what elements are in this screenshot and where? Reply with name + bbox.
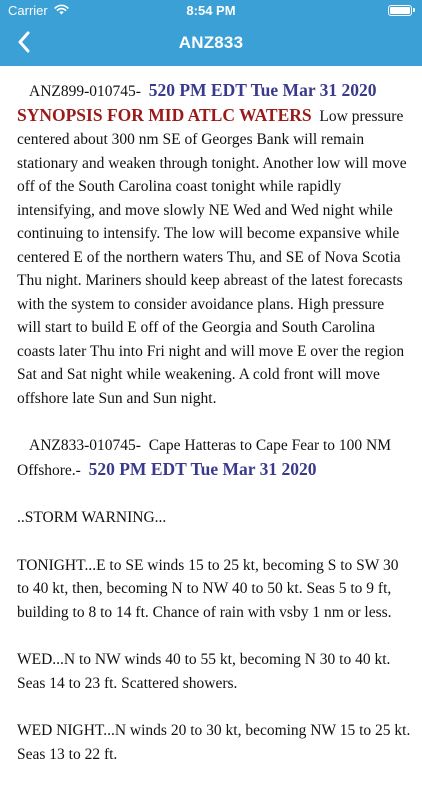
- synopsis-issued-time: 520 PM EDT Tue Mar 31 2020: [148, 80, 377, 100]
- synopsis-text: Low pressure centered about 300 nm SE of Georges Bank will remain stationary and weaken through tonight. Another low will move off of the South Carolina coast tonight while rapidly intensifying, and move slowly NE Wed and Wed night while continuing to intensify. The low will become expansive while centered E of the northern waters Thu, and SE of Nova Scotia Thu night. Mariners should keep abreast of the latest forecasts with the system to consider avoidance plans. High pressure will start to build E off of the Georgia and South Carolina coasts later Thu into Fri night and will move E over the region Sat and Sat night while weakening. A cold front will move offshore late Sun and Sun night.: [17, 107, 407, 407]
- status-time: 8:54 PM: [186, 3, 236, 18]
- forecast-content: [17, 79, 411, 790]
- carrier-label: Carrier: [8, 3, 48, 18]
- synopsis-section: [17, 79, 411, 410]
- forecast-period-wed-night: WED NIGHT...N winds 20 to 30 kt, becoming NW 15 to 25 kt. Seas 13 to 22 ft.: [17, 722, 411, 763]
- forecast-period-tonight: TONIGHT...E to SE winds 15 to 25 kt, becoming S to SW 30 to 40 kt, then, becoming N to NW 40 to 50 kt. Seas 5 to 9 ft, building to 8 to 14 ft. Chance of rain with vsby 1 nm or less.: [17, 556, 399, 621]
- forecast-period-wed: WED...N to NW winds 40 to 55 kt, becoming N 30 to 40 kt. Seas 14 to 23 ft. Scattered showers.: [17, 651, 391, 692]
- nav-title: ANZ833: [178, 33, 244, 52]
- zone-issued-time: 520 PM EDT Tue Mar 31 2020: [88, 458, 317, 479]
- synopsis-heading: SYNOPSIS FOR MID ATLC WATERS: [17, 104, 312, 125]
- synopsis-zone-id: ANZ899-010745-: [29, 83, 141, 100]
- status-bar: [0, 0, 422, 22]
- zone-id: ANZ833-010745-: [29, 437, 141, 454]
- storm-warning: ..STORM WARNING...: [17, 509, 167, 526]
- navigation-bar: [0, 22, 422, 66]
- battery-icon: [388, 5, 412, 16]
- zone-description: Cape Hatteras to Cape Fear to 100 NM Offshore.-: [17, 437, 392, 479]
- zone-header-section: [17, 434, 411, 482]
